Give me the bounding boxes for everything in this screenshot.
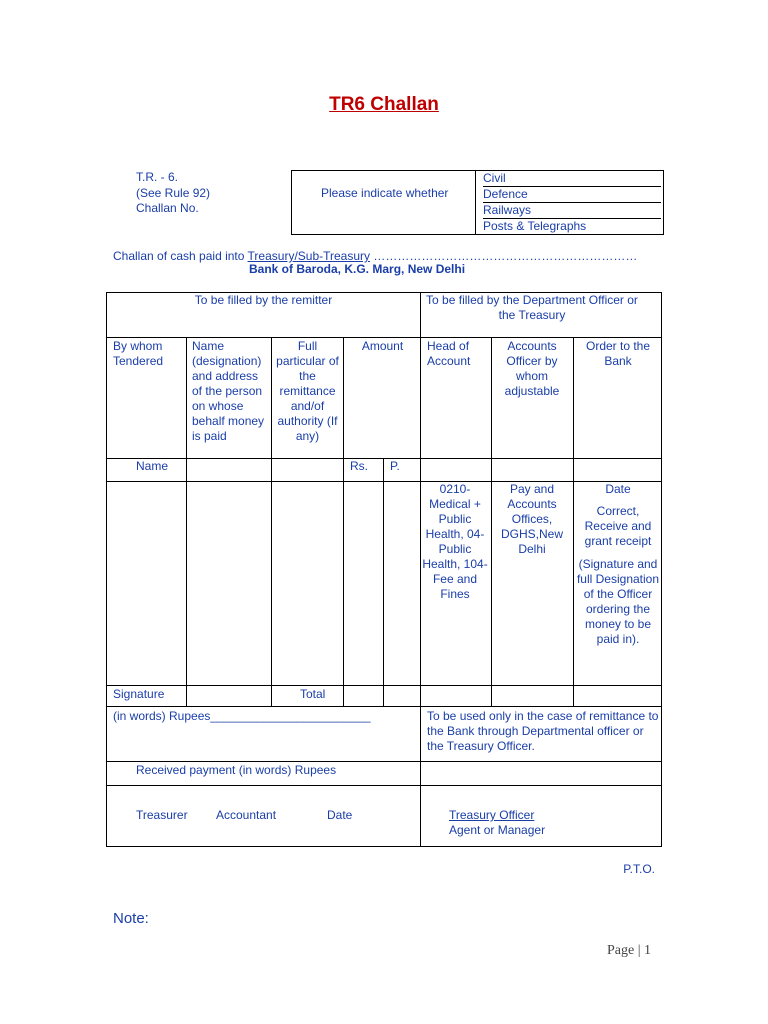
col-head-of-account: Head of Account	[427, 339, 471, 368]
date-label: Date	[327, 808, 353, 822]
total-label: Total	[300, 687, 326, 701]
note-heading: Note:	[113, 910, 149, 927]
order-correct: Correct, Receive and grant receipt	[584, 504, 652, 548]
bank-name: Bank of Baroda, K.G. Marg, New Delhi	[249, 262, 466, 276]
col-order-to-bank: Order to the Bank	[585, 339, 651, 368]
head-of-account-value: 0210-Medical + Public Health, 04-Public Health, 104-Fee and Fines	[422, 482, 488, 601]
col-name-designation: Name (designation) and address of the person on whose behalf money is paid	[192, 339, 265, 443]
col-by-whom: By whom Tendered	[113, 339, 164, 368]
remitter-header: To be filled by the remitter	[194, 293, 333, 307]
received-payment: Received payment (in words) Rupees	[136, 763, 337, 777]
col-full-particular: Full particular of the remittance and/of authority (If any)	[276, 339, 339, 443]
agent-manager-label: Agent or Manager	[449, 823, 546, 837]
order-date: Date	[605, 482, 631, 496]
dept-note: To be used only in the case of remittance to the Bank through Departmental officer or the Treasury Officer.	[427, 709, 659, 753]
p-subheader: P.	[390, 459, 400, 473]
option-civil[interactable]: Civil	[483, 171, 661, 187]
signature-label: Signature	[113, 687, 165, 701]
treasury-officer-label: Treasury Officer	[449, 808, 535, 822]
challan-line	[113, 249, 637, 263]
page-number: Page | 1	[607, 943, 652, 958]
challan-dots: …………………………………………………………	[373, 249, 638, 263]
rule-reference: (See Rule 92)	[136, 185, 211, 200]
accounts-officer-value: Pay and Accounts Offices, DGHS,New Delhi	[500, 482, 563, 556]
challan-number-label: Challan No.	[136, 201, 199, 215]
accountant-label: Accountant	[216, 808, 277, 822]
dept-header: To be filled by the Department Officer or the Treasury	[426, 293, 638, 322]
form-reference	[136, 170, 210, 217]
option-defence[interactable]: Defence	[483, 187, 661, 203]
form-number: T.R. - 6.	[136, 170, 179, 184]
treasurer-label: Treasurer	[136, 808, 188, 822]
indicate-label: Please indicate whether	[321, 186, 449, 200]
option-railways[interactable]: Railways	[483, 203, 661, 219]
treasury-label: Treasury/Sub-Treasury	[247, 249, 371, 263]
col-accounts-officer: Accounts Officer by whom adjustable	[504, 339, 560, 398]
name-subheader: Name	[136, 459, 169, 473]
col-amount: Amount	[361, 339, 404, 353]
option-posts-telegraphs[interactable]: Posts & Telegraphs	[483, 219, 587, 233]
challan-prefix: Challan of cash paid into	[113, 249, 245, 263]
pto-label: P.T.O.	[623, 862, 655, 876]
words-rupees: (in words) Rupees________________________	[113, 709, 371, 723]
rs-subheader: Rs.	[350, 459, 368, 473]
page-title: TR6 Challan	[329, 94, 439, 115]
order-signature-note: (Signature and full Designation of the Officer ordering the money to be paid in).	[576, 557, 660, 646]
